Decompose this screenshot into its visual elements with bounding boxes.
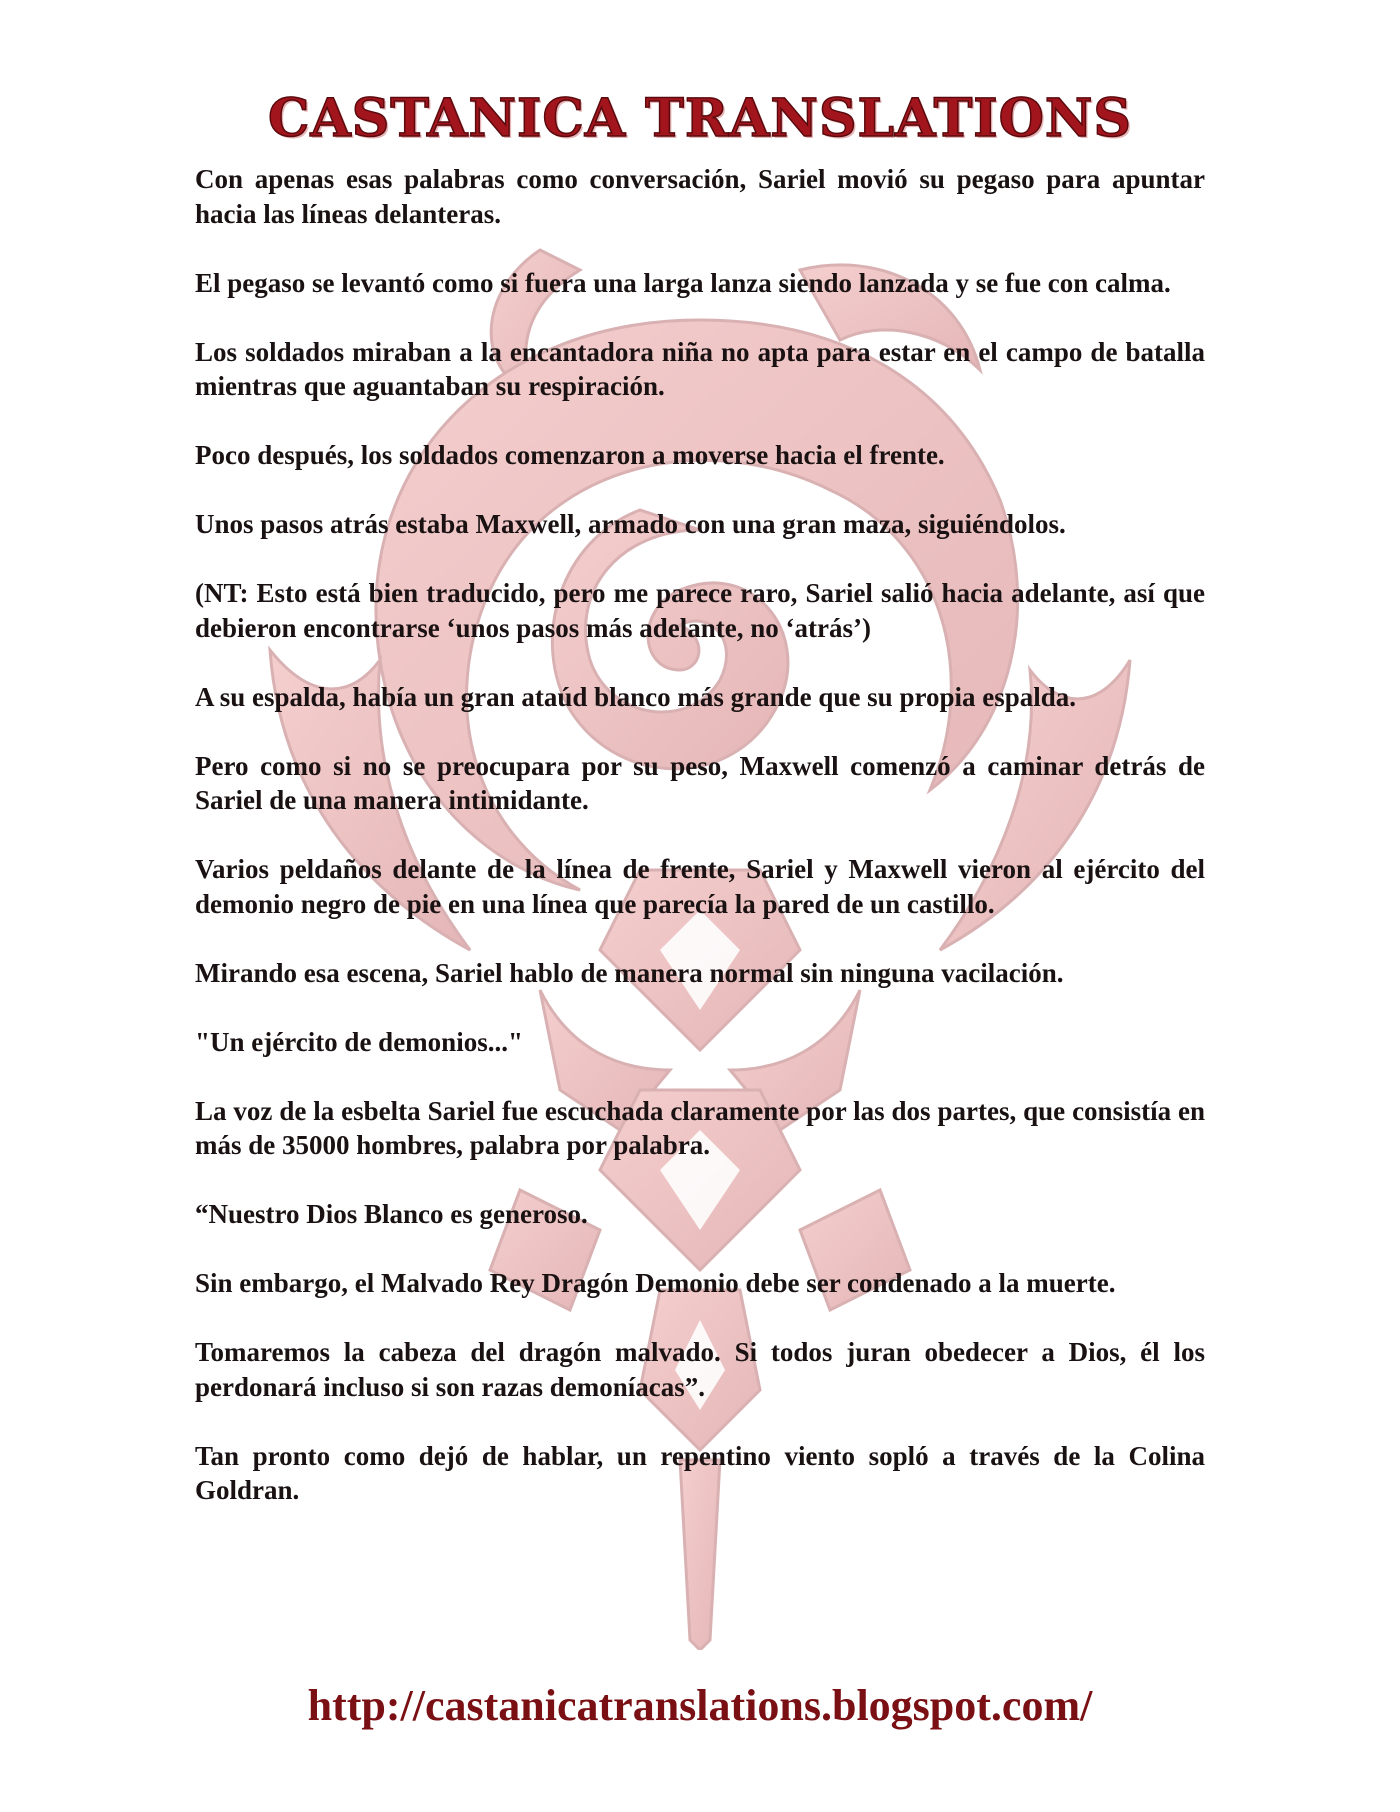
dialogue-line: Tomaremos la cabeza del dragón malvado. Si todos juran obedecer a Dios, él los perdonará incluso si son razas demoníacas”. — [195, 1337, 1205, 1402]
paragraph: Los soldados miraban a la encantadora niña no apta para estar en el campo de batalla mientras que aguantaban su respiración. — [195, 336, 1205, 401]
document-body — [195, 162, 1205, 1542]
page-title: CASTANICA TRANSLATIONS — [268, 88, 1132, 149]
paragraph: El pegaso se levantó como si fuera una larga lanza siendo lanzada y se fue con calma. — [195, 267, 1171, 298]
footer-url-link[interactable]: http://castanicatranslations.blogspot.com/ — [307, 1681, 1093, 1730]
dialogue-line: Sin embargo, el Malvado Rey Dragón Demonio debe ser condenado a la muerte. — [195, 1268, 1116, 1298]
dialogue-line: “Nuestro Dios Blanco es generoso. — [195, 1199, 588, 1229]
paragraph: Varios peldaños delante de la línea de frente, Sariel y Maxwell vieron al ejército del demonio negro de pie en una línea que parecía la pared de un castillo. — [195, 854, 1205, 919]
paragraph: Mirando esa escena, Sariel hablo de manera normal sin ninguna vacilación. — [195, 957, 1064, 988]
paragraph: Unos pasos atrás estaba Maxwell, armado con una gran maza, siguiéndolos. — [195, 509, 1066, 539]
paragraph: Con apenas esas palabras como conversación, Sariel movió su pegaso para apuntar hacia las líneas delanteras. — [195, 164, 1205, 229]
paragraph: A su espalda, había un gran ataúd blanco más grande que su propia espalda. — [195, 681, 1077, 712]
paragraph: Pero como si no se preocupara por su peso, Maxwell comenzó a caminar detrás de Sariel de una manera intimidante. — [195, 750, 1205, 815]
paragraph: Poco después, los soldados comenzaron a moverse hacia el frente. — [195, 440, 945, 470]
paragraph: La voz de la esbelta Sariel fue escuchada claramente por las dos partes, que consistía en más de 35000 hombres, palabra por palabra. — [195, 1095, 1205, 1160]
translator-note: (NT: Esto está bien traducido, pero me parece raro, Sariel salió hacia adelante, así que debieron encontrarse ‘unos pasos más adelante, no ‘atrás’) — [195, 578, 1205, 643]
dialogue-line: "Un ejército de demonios..." — [195, 1026, 523, 1057]
paragraph: Tan pronto como dejó de hablar, un repentino viento sopló a través de la Colina Goldran. — [195, 1440, 1205, 1505]
